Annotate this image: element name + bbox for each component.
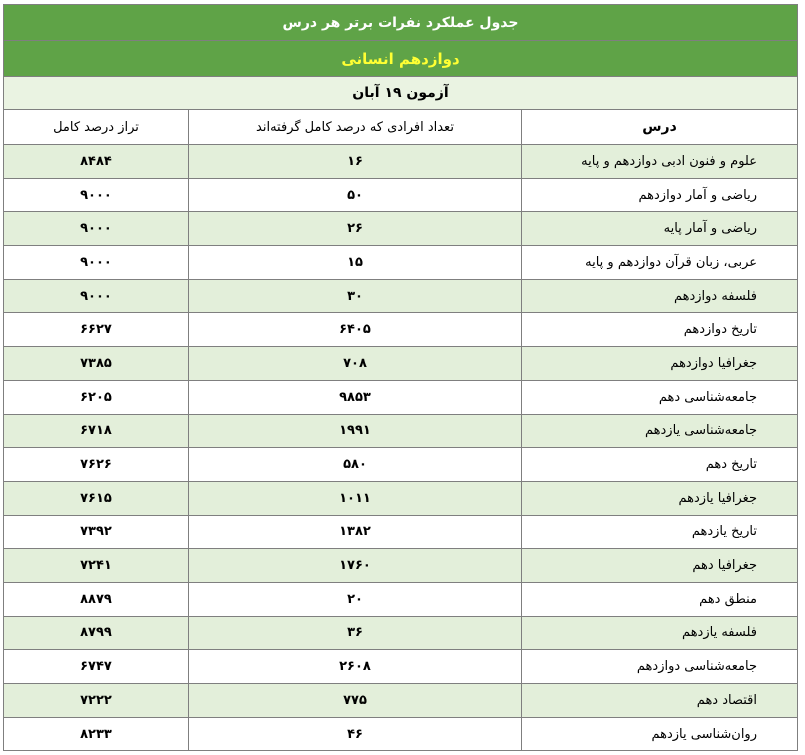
- score-cell: ۹۰۰۰: [3, 246, 188, 280]
- count-cell: ۹۸۵۳: [189, 380, 522, 414]
- table-row: [3, 212, 797, 246]
- table-row: [3, 178, 797, 212]
- count-cell: ۱۶: [189, 145, 522, 179]
- count-cell: ۳۶: [189, 616, 522, 650]
- table-row: [3, 717, 797, 751]
- lesson-cell: جامعه‌شناسی یازدهم: [522, 414, 798, 448]
- table-row: [3, 515, 797, 549]
- lesson-cell: جغرافیا دهم: [522, 549, 798, 583]
- count-cell: ۱۹۹۱: [189, 414, 522, 448]
- table-row: [3, 279, 797, 313]
- count-cell: ۱۷۶۰: [189, 549, 522, 583]
- lesson-cell: روان‌شناسی یازدهم: [522, 717, 798, 751]
- score-cell: ۸۴۸۴: [3, 145, 188, 179]
- score-cell: ۶۲۰۵: [3, 380, 188, 414]
- count-cell: ۲۶۰۸: [189, 650, 522, 684]
- exam-title: آزمون ۱۹ آبان: [3, 77, 797, 110]
- lesson-cell: علوم و فنون ادبی دوازدهم و پایه: [522, 145, 798, 179]
- score-cell: ۷۶۲۶: [3, 448, 188, 482]
- column-header-score: تراز درصد کامل: [3, 110, 188, 145]
- table-row: [3, 684, 797, 718]
- table-row: [3, 549, 797, 583]
- table-row: [3, 616, 797, 650]
- exam-row: [3, 77, 797, 110]
- column-header-row: [3, 110, 797, 145]
- table-title: جدول عملکرد نفرات برتر هر درس: [3, 5, 797, 41]
- lesson-cell: ریاضی و آمار دوازدهم: [522, 178, 798, 212]
- score-cell: ۸۷۹۹: [3, 616, 188, 650]
- title-row: [3, 5, 797, 41]
- lesson-cell: جغرافیا دوازدهم: [522, 347, 798, 381]
- lesson-cell: جغرافیا یازدهم: [522, 481, 798, 515]
- lesson-cell: فلسفه دوازدهم: [522, 279, 798, 313]
- score-cell: ۸۲۳۳: [3, 717, 188, 751]
- column-header-lesson: درس: [522, 110, 798, 145]
- count-cell: ۷۰۸: [189, 347, 522, 381]
- count-cell: ۵۰: [189, 178, 522, 212]
- count-cell: ۶۴۰۵: [189, 313, 522, 347]
- score-cell: ۶۷۴۷: [3, 650, 188, 684]
- lesson-cell: جامعه‌شناسی دوازدهم: [522, 650, 798, 684]
- results-table-container: [4, 4, 798, 751]
- table-row: [3, 582, 797, 616]
- table-row: [3, 448, 797, 482]
- score-cell: ۶۶۲۷: [3, 313, 188, 347]
- lesson-cell: تاریخ دهم: [522, 448, 798, 482]
- score-cell: ۸۸۷۹: [3, 582, 188, 616]
- score-cell: ۷۳۸۵: [3, 347, 188, 381]
- count-cell: ۴۶: [189, 717, 522, 751]
- lesson-cell: عربی، زبان قرآن دوازدهم و پایه: [522, 246, 798, 280]
- score-cell: ۷۲۴۱: [3, 549, 188, 583]
- score-cell: ۷۶۱۵: [3, 481, 188, 515]
- grade-row: [3, 41, 797, 77]
- grade-title: دوازدهم انسانی: [3, 41, 797, 77]
- lesson-cell: ریاضی و آمار پایه: [522, 212, 798, 246]
- table-row: [3, 414, 797, 448]
- count-cell: ۲۶: [189, 212, 522, 246]
- lesson-cell: اقتصاد دهم: [522, 684, 798, 718]
- table-row: [3, 650, 797, 684]
- score-cell: ۹۰۰۰: [3, 212, 188, 246]
- count-cell: ۲۰: [189, 582, 522, 616]
- count-cell: ۵۸۰: [189, 448, 522, 482]
- score-cell: ۶۷۱۸: [3, 414, 188, 448]
- score-cell: ۹۰۰۰: [3, 178, 188, 212]
- score-cell: ۹۰۰۰: [3, 279, 188, 313]
- top-performers-table: [3, 4, 798, 751]
- table-row: [3, 313, 797, 347]
- score-cell: ۷۲۲۲: [3, 684, 188, 718]
- lesson-cell: فلسفه یازدهم: [522, 616, 798, 650]
- count-cell: ۱۵: [189, 246, 522, 280]
- table-row: [3, 380, 797, 414]
- lesson-cell: تاریخ دوازدهم: [522, 313, 798, 347]
- count-cell: ۷۷۵: [189, 684, 522, 718]
- score-cell: ۷۳۹۲: [3, 515, 188, 549]
- column-header-count: تعداد افرادی که درصد کامل گرفته‌اند: [189, 110, 522, 145]
- table-body: [3, 145, 797, 751]
- table-row: [3, 347, 797, 381]
- table-row: [3, 481, 797, 515]
- lesson-cell: تاریخ یازدهم: [522, 515, 798, 549]
- count-cell: ۱۰۱۱: [189, 481, 522, 515]
- lesson-cell: منطق دهم: [522, 582, 798, 616]
- count-cell: ۳۰: [189, 279, 522, 313]
- table-row: [3, 145, 797, 179]
- count-cell: ۱۳۸۲: [189, 515, 522, 549]
- table-row: [3, 246, 797, 280]
- lesson-cell: جامعه‌شناسی دهم: [522, 380, 798, 414]
